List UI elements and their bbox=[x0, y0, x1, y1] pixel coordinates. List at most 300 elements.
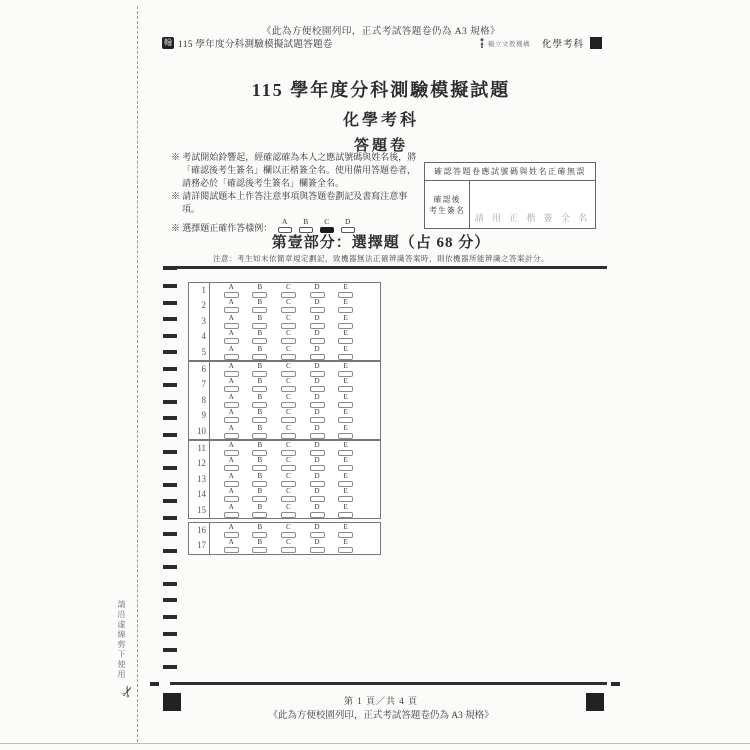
option-cell-q1-D bbox=[303, 283, 332, 298]
question-number: 2 bbox=[189, 298, 210, 313]
option-letter: B bbox=[257, 344, 263, 353]
answer-bubble-q11-E[interactable] bbox=[338, 450, 353, 456]
answer-bubble-q16-E[interactable] bbox=[338, 532, 353, 538]
answer-bubble-q9-A[interactable] bbox=[224, 417, 239, 423]
option-letter: B bbox=[257, 392, 263, 401]
answer-bubble-q3-A[interactable] bbox=[224, 323, 239, 329]
answer-bubble-q9-B[interactable] bbox=[252, 417, 267, 423]
option-cell-q16-A bbox=[217, 523, 246, 538]
timing-mark bbox=[163, 632, 177, 636]
option-cell-q2-D bbox=[303, 298, 332, 313]
option-cell-q13-C bbox=[274, 472, 303, 487]
answer-bubble-q15-C[interactable] bbox=[281, 512, 296, 518]
answer-bubble-q5-A[interactable] bbox=[224, 354, 239, 360]
answer-sheet-label: 答題卷 bbox=[353, 138, 408, 154]
option-letter: A bbox=[228, 329, 234, 338]
answer-row-1 bbox=[189, 283, 380, 298]
option-letter: B bbox=[257, 441, 263, 449]
signature-box-header: 確認答題卷應試號碼與姓名正確無誤 bbox=[425, 163, 595, 181]
answer-bubble-q16-C[interactable] bbox=[281, 532, 296, 538]
option-letter: D bbox=[314, 344, 320, 353]
question-number: 8 bbox=[189, 393, 210, 408]
answer-bubble-q6-C[interactable] bbox=[281, 371, 296, 377]
option-letter: E bbox=[343, 298, 348, 307]
option-letter: C bbox=[286, 298, 291, 307]
option-letter: D bbox=[314, 538, 320, 547]
question-number: 7 bbox=[189, 377, 210, 392]
option-cell-q12-A bbox=[217, 456, 246, 471]
answer-bubble-q3-B[interactable] bbox=[252, 323, 267, 329]
timing-mark bbox=[163, 450, 177, 454]
option-letter: D bbox=[314, 408, 320, 417]
option-letter: B bbox=[257, 423, 263, 432]
option-letter: C bbox=[286, 423, 291, 432]
answer-bubble-q10-E[interactable] bbox=[338, 433, 353, 439]
person-logo-icon bbox=[478, 38, 486, 48]
answer-bubble-q4-B[interactable] bbox=[252, 338, 267, 344]
timing-mark bbox=[163, 565, 177, 569]
answer-bubble-q13-B[interactable] bbox=[252, 481, 267, 487]
option-letter: A bbox=[228, 408, 234, 417]
instruction-item: ※ 請詳閱試題本上作答注意事項與答題卷劃記及書寫注意事項。 bbox=[171, 190, 408, 214]
answer-bubble-q3-E[interactable] bbox=[338, 323, 353, 329]
option-cell-q17-C bbox=[274, 538, 303, 553]
option-cell-q1-E bbox=[331, 283, 360, 298]
answer-bubble-q7-C[interactable] bbox=[281, 386, 296, 392]
answer-bubble-q2-A[interactable] bbox=[224, 307, 239, 313]
answer-row-6 bbox=[189, 362, 380, 377]
answer-bubble-q4-A[interactable] bbox=[224, 338, 239, 344]
option-letter: B bbox=[257, 362, 263, 370]
answer-bubble-q17-A[interactable] bbox=[224, 547, 239, 553]
option-cell-q15-D bbox=[303, 503, 332, 518]
option-cell-q12-E bbox=[331, 456, 360, 471]
option-cell-q1-B bbox=[246, 283, 275, 298]
option-cell-q10-B bbox=[246, 424, 275, 439]
timing-mark bbox=[163, 284, 177, 288]
answer-bubble-q10-D[interactable] bbox=[310, 433, 325, 439]
option-letter: C bbox=[286, 502, 291, 511]
answer-bubble-q15-A[interactable] bbox=[224, 512, 239, 518]
question-number: 10 bbox=[189, 424, 210, 439]
question-number: 4 bbox=[189, 329, 210, 344]
option-letter: C bbox=[286, 283, 291, 291]
option-letter: D bbox=[314, 298, 320, 307]
publisher-logo-icon: 翰 bbox=[164, 38, 172, 47]
option-letter: B bbox=[257, 329, 263, 338]
answer-bubble-q13-C[interactable] bbox=[281, 481, 296, 487]
answer-bubble-q8-E[interactable] bbox=[338, 402, 353, 408]
option-letter: E bbox=[343, 502, 348, 511]
answer-row-13 bbox=[189, 472, 380, 487]
option-cell-q12-D bbox=[303, 456, 332, 471]
option-cell-q8-B bbox=[246, 393, 275, 408]
option-cell-q9-E bbox=[331, 408, 360, 423]
option-cell-q9-D bbox=[303, 408, 332, 423]
option-cell-q8-C bbox=[274, 393, 303, 408]
option-letter: C bbox=[286, 408, 291, 417]
option-letter: E bbox=[343, 377, 348, 386]
answer-row-7 bbox=[189, 377, 380, 392]
option-letter: A bbox=[228, 313, 234, 322]
publisher-brand bbox=[478, 38, 530, 48]
answer-row-8 bbox=[189, 393, 380, 408]
option-letter: B bbox=[257, 523, 263, 531]
option-letter: D bbox=[314, 471, 320, 480]
answer-bubble-q10-B[interactable] bbox=[252, 433, 267, 439]
answer-bubble-q14-E[interactable] bbox=[338, 496, 353, 502]
option-letter: A bbox=[228, 377, 234, 386]
option-letter: B bbox=[257, 456, 263, 465]
answer-bubble-q5-D[interactable] bbox=[310, 354, 325, 360]
option-letter: C bbox=[286, 456, 291, 465]
answer-bubble-q8-C[interactable] bbox=[281, 402, 296, 408]
answer-bubble-q13-D[interactable] bbox=[310, 481, 325, 487]
option-letter: C bbox=[286, 471, 291, 480]
timing-mark bbox=[611, 682, 620, 686]
divider-rule-top bbox=[170, 266, 607, 269]
option-cell-q4-E bbox=[331, 329, 360, 344]
page-number: 第 1 頁／共 4 頁 bbox=[343, 696, 418, 706]
option-letter: B bbox=[257, 283, 263, 291]
option-letter: C bbox=[286, 538, 291, 547]
option-letter: A bbox=[228, 344, 234, 353]
option-cell-q10-E bbox=[331, 424, 360, 439]
signature-field[interactable] bbox=[470, 181, 595, 228]
answer-bubble-q11-C[interactable] bbox=[281, 450, 296, 456]
answer-bubble-q16-B[interactable] bbox=[252, 532, 267, 538]
option-cell-q11-A bbox=[217, 441, 246, 456]
option-cell-q12-C bbox=[274, 456, 303, 471]
question-number: 14 bbox=[189, 487, 210, 502]
answer-bubble-q2-E[interactable] bbox=[338, 307, 353, 313]
option-cell-q4-C bbox=[274, 329, 303, 344]
option-letter: A bbox=[228, 456, 234, 465]
answer-bubble-q7-A[interactable] bbox=[224, 386, 239, 392]
answer-bubble-q7-B[interactable] bbox=[252, 386, 267, 392]
option-letter: A bbox=[228, 502, 234, 511]
timing-mark bbox=[163, 317, 177, 321]
question-number: 11 bbox=[189, 441, 210, 456]
option-letter: D bbox=[314, 313, 320, 322]
question-number: 15 bbox=[189, 503, 210, 518]
answer-sample-label: ※ 選擇題正確作答樣例： bbox=[171, 222, 273, 233]
timing-mark bbox=[163, 483, 177, 487]
option-cell-q10-C bbox=[274, 424, 303, 439]
option-cell-q6-B bbox=[246, 362, 275, 377]
option-cell-q13-A bbox=[217, 472, 246, 487]
answer-bubble-q8-A[interactable] bbox=[224, 402, 239, 408]
answer-bubble-q4-C[interactable] bbox=[281, 338, 296, 344]
timing-mark bbox=[163, 266, 177, 270]
option-cell-q16-C bbox=[274, 523, 303, 538]
option-cell-q8-D bbox=[303, 393, 332, 408]
answer-bubble-q10-A[interactable] bbox=[224, 433, 239, 439]
answer-bubble-q17-C[interactable] bbox=[281, 547, 296, 553]
instructions-list bbox=[171, 151, 418, 235]
answer-bubble-q16-A[interactable] bbox=[224, 532, 239, 538]
option-cell-q4-D bbox=[303, 329, 332, 344]
answer-bubble-q9-C[interactable] bbox=[281, 417, 296, 423]
answer-bubble-q10-C[interactable] bbox=[281, 433, 296, 439]
option-letter: E bbox=[343, 362, 348, 370]
answer-bubble-q5-B[interactable] bbox=[252, 354, 267, 360]
question-number: 1 bbox=[189, 283, 210, 298]
answer-row-11 bbox=[189, 441, 380, 456]
subject-tag: 化學考科 bbox=[541, 40, 584, 50]
answer-bubble-q15-B[interactable] bbox=[252, 512, 267, 518]
timing-mark bbox=[163, 334, 177, 338]
sample-option-letter: C bbox=[324, 216, 330, 226]
option-letter: D bbox=[314, 456, 320, 465]
option-cell-q11-C bbox=[274, 441, 303, 456]
answer-bubble-q15-D[interactable] bbox=[310, 512, 325, 518]
option-cell-q5-A bbox=[217, 345, 246, 360]
option-cell-q11-E bbox=[331, 441, 360, 456]
option-letter: D bbox=[314, 283, 320, 291]
option-letter: C bbox=[286, 523, 291, 531]
option-letter: A bbox=[228, 423, 234, 432]
page-header bbox=[162, 36, 602, 50]
instruction-item: ※ 考試開始鈴響起，經確認確為本人之應試號碼與姓名後，將「確認後考生簽名」欄以正楷簽全名。使用備用答題卷者，請務必於「確認後考生簽名」欄簽全名。 bbox=[171, 152, 417, 188]
option-letter: E bbox=[343, 538, 348, 547]
publisher-name: 鶴立文教機構 bbox=[487, 40, 530, 48]
answer-bubble-q2-C[interactable] bbox=[281, 307, 296, 313]
answer-bubble-q5-E[interactable] bbox=[338, 354, 353, 360]
option-cell-q8-E bbox=[331, 393, 360, 408]
option-cell-q15-E bbox=[331, 503, 360, 518]
option-letter: D bbox=[314, 523, 320, 531]
timing-mark bbox=[163, 350, 177, 354]
question-number: 6 bbox=[189, 362, 210, 377]
answer-bubble-q17-B[interactable] bbox=[252, 547, 267, 553]
option-cell-q1-C bbox=[274, 283, 303, 298]
answer-bubble-q2-D[interactable] bbox=[310, 307, 325, 313]
option-cell-q5-C bbox=[274, 345, 303, 360]
answer-grid-group-3 bbox=[188, 440, 381, 519]
answer-row-16 bbox=[189, 523, 380, 538]
option-letter: A bbox=[228, 487, 234, 496]
timing-mark bbox=[163, 665, 177, 669]
option-cell-q14-D bbox=[303, 487, 332, 502]
answer-bubble-q6-D[interactable] bbox=[310, 371, 325, 377]
title-block bbox=[150, 76, 612, 155]
answer-row-12 bbox=[189, 456, 380, 471]
answer-bubble-q2-B[interactable] bbox=[252, 307, 267, 313]
option-cell-q14-C bbox=[274, 487, 303, 502]
question-number: 5 bbox=[189, 345, 210, 360]
option-letter: A bbox=[228, 471, 234, 480]
option-letter: E bbox=[343, 408, 348, 417]
answer-bubble-q6-E[interactable] bbox=[338, 371, 353, 377]
question-number: 17 bbox=[189, 538, 210, 553]
answer-bubble-q14-D[interactable] bbox=[310, 496, 325, 502]
answer-bubble-q9-E[interactable] bbox=[338, 417, 353, 423]
option-letter: C bbox=[286, 362, 291, 370]
timing-mark bbox=[163, 582, 177, 586]
option-letter: C bbox=[286, 392, 291, 401]
answer-bubble-q17-E[interactable] bbox=[338, 547, 353, 553]
question-number: 12 bbox=[189, 456, 210, 471]
option-letter: E bbox=[343, 456, 348, 465]
cut-dashed-line bbox=[137, 6, 138, 742]
answer-bubble-q1-E[interactable] bbox=[338, 292, 353, 298]
question-number: 3 bbox=[189, 314, 210, 329]
timing-mark bbox=[163, 383, 177, 387]
option-cell-q2-E bbox=[331, 298, 360, 313]
answer-grid-group-4 bbox=[188, 522, 381, 555]
option-cell-q17-B bbox=[246, 538, 275, 553]
sample-option-letter: D bbox=[345, 216, 351, 226]
timing-mark bbox=[150, 682, 159, 686]
option-cell-q16-E bbox=[331, 523, 360, 538]
question-number: 16 bbox=[189, 523, 210, 538]
option-cell-q7-D bbox=[303, 377, 332, 392]
option-letter: C bbox=[286, 344, 291, 353]
option-cell-q3-A bbox=[217, 314, 246, 329]
option-cell-q16-B bbox=[246, 523, 275, 538]
option-cell-q3-E bbox=[331, 314, 360, 329]
option-letter: E bbox=[343, 441, 348, 449]
answer-bubble-q1-A[interactable] bbox=[224, 292, 239, 298]
answer-row-5 bbox=[189, 345, 380, 360]
cut-instruction-vertical-text: 請沿虛線剪下使用 bbox=[117, 600, 126, 680]
timing-mark bbox=[163, 516, 177, 520]
answer-bubble-q11-D[interactable] bbox=[310, 450, 325, 456]
answer-bubble-q4-E[interactable] bbox=[338, 338, 353, 344]
exam-title: 115 學年度分科測驗模擬試題 bbox=[251, 80, 511, 100]
answer-bubble-q9-D[interactable] bbox=[310, 417, 325, 423]
answer-bubble-q12-D[interactable] bbox=[310, 465, 325, 471]
answer-bubble-q3-D[interactable] bbox=[310, 323, 325, 329]
answer-bubble-q14-A[interactable] bbox=[224, 496, 239, 502]
answer-bubble-q12-B[interactable] bbox=[252, 465, 267, 471]
answer-bubble-q17-D[interactable] bbox=[310, 547, 325, 553]
option-letter: D bbox=[314, 423, 320, 432]
timing-mark bbox=[163, 466, 177, 470]
option-cell-q1-A bbox=[217, 283, 246, 298]
option-letter: B bbox=[257, 377, 263, 386]
option-cell-q6-A bbox=[217, 362, 246, 377]
answer-bubble-q14-C[interactable] bbox=[281, 496, 296, 502]
answer-bubble-q11-A[interactable] bbox=[224, 450, 239, 456]
answer-bubble-q6-A[interactable] bbox=[224, 371, 239, 377]
option-letter: C bbox=[286, 329, 291, 338]
option-letter: A bbox=[228, 441, 234, 449]
page-bottom-edge bbox=[0, 743, 750, 744]
option-cell-q14-B bbox=[246, 487, 275, 502]
answer-bubble-q11-B[interactable] bbox=[252, 450, 267, 456]
answer-bubble-q8-D[interactable] bbox=[310, 402, 325, 408]
option-cell-q9-A bbox=[217, 408, 246, 423]
timing-mark bbox=[163, 301, 177, 305]
option-letter: B bbox=[257, 538, 263, 547]
answer-bubble-q12-C[interactable] bbox=[281, 465, 296, 471]
answer-bubble-q3-C[interactable] bbox=[281, 323, 296, 329]
answer-bubble-q8-B[interactable] bbox=[252, 402, 267, 408]
option-cell-q15-B bbox=[246, 503, 275, 518]
option-letter: C bbox=[286, 377, 291, 386]
timing-mark bbox=[163, 367, 177, 371]
question-number: 13 bbox=[189, 472, 210, 487]
answer-row-3 bbox=[189, 314, 380, 329]
option-letter: A bbox=[228, 538, 234, 547]
answer-bubble-q7-D[interactable] bbox=[310, 386, 325, 392]
option-cell-q3-B bbox=[246, 314, 275, 329]
option-cell-q11-B bbox=[246, 441, 275, 456]
answer-bubble-q5-C[interactable] bbox=[281, 354, 296, 360]
option-letter: D bbox=[314, 502, 320, 511]
option-letter: E bbox=[343, 283, 348, 291]
option-cell-q7-E bbox=[331, 377, 360, 392]
signature-label: 確認後 考生簽名 bbox=[425, 181, 470, 228]
timing-mark bbox=[163, 549, 177, 553]
option-cell-q9-B bbox=[246, 408, 275, 423]
option-letter: E bbox=[343, 392, 348, 401]
option-letter: D bbox=[314, 441, 320, 449]
answer-bubble-q1-C[interactable] bbox=[281, 292, 296, 298]
option-letter: A bbox=[228, 283, 234, 291]
answer-bubble-q12-E[interactable] bbox=[338, 465, 353, 471]
timing-mark bbox=[163, 532, 177, 536]
option-letter: B bbox=[257, 408, 263, 417]
option-cell-q2-A bbox=[217, 298, 246, 313]
registration-square-top-right bbox=[590, 37, 602, 49]
option-cell-q17-E bbox=[331, 538, 360, 553]
option-letter: C bbox=[286, 313, 291, 322]
answer-grid-group-2 bbox=[188, 361, 381, 440]
answer-bubble-q7-E[interactable] bbox=[338, 386, 353, 392]
answer-bubble-q13-E[interactable] bbox=[338, 481, 353, 487]
timing-mark bbox=[163, 615, 177, 619]
option-cell-q17-A bbox=[217, 538, 246, 553]
signature-box bbox=[424, 162, 596, 229]
option-letter: E bbox=[343, 344, 348, 353]
answer-bubble-q16-D[interactable] bbox=[310, 532, 325, 538]
option-letter: B bbox=[257, 502, 263, 511]
option-cell-q10-D bbox=[303, 424, 332, 439]
answer-bubble-q13-A[interactable] bbox=[224, 481, 239, 487]
answer-row-15 bbox=[189, 503, 380, 518]
scissors-icon: ✂ bbox=[119, 683, 139, 701]
option-cell-q12-B bbox=[246, 456, 275, 471]
option-cell-q6-E bbox=[331, 362, 360, 377]
answer-bubble-q6-B[interactable] bbox=[252, 371, 267, 377]
option-letter: E bbox=[343, 487, 348, 496]
option-cell-q6-C bbox=[274, 362, 303, 377]
option-cell-q7-C bbox=[274, 377, 303, 392]
option-cell-q11-D bbox=[303, 441, 332, 456]
option-letter: D bbox=[314, 377, 320, 386]
timing-mark bbox=[163, 416, 177, 420]
answer-row-4 bbox=[189, 329, 380, 344]
option-cell-q13-B bbox=[246, 472, 275, 487]
answer-bubble-q12-A[interactable] bbox=[224, 465, 239, 471]
option-cell-q8-A bbox=[217, 393, 246, 408]
answer-bubble-q4-D[interactable] bbox=[310, 338, 325, 344]
answer-bubble-q15-E[interactable] bbox=[338, 512, 353, 518]
divider-rule-bottom bbox=[170, 682, 607, 685]
answer-bubble-q14-B[interactable] bbox=[252, 496, 267, 502]
option-letter: A bbox=[228, 362, 234, 370]
option-letter: B bbox=[257, 298, 263, 307]
answer-bubble-q1-D[interactable] bbox=[310, 292, 325, 298]
option-cell-q7-A bbox=[217, 377, 246, 392]
answer-bubble-q1-B[interactable] bbox=[252, 292, 267, 298]
option-cell-q3-D bbox=[303, 314, 332, 329]
answer-row-10 bbox=[189, 424, 380, 439]
option-cell-q4-B bbox=[246, 329, 275, 344]
